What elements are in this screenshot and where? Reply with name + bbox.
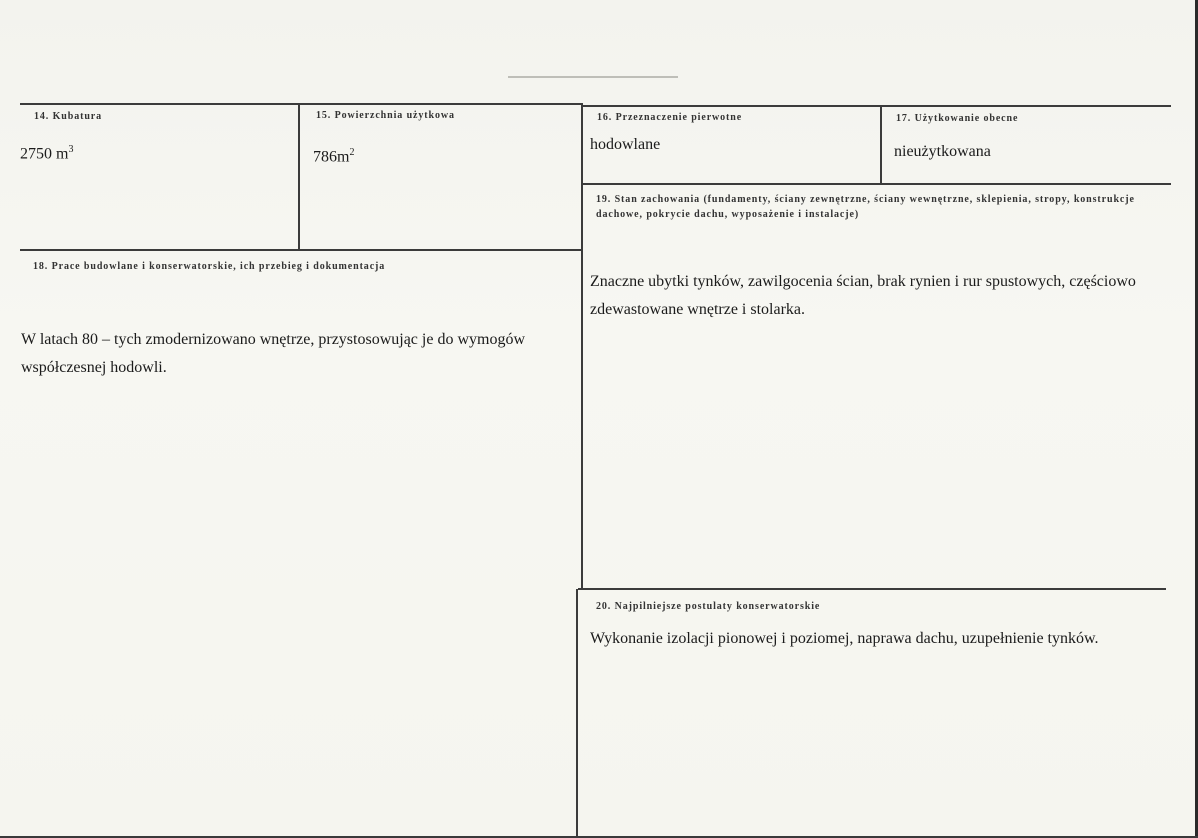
- field-18-label: 18. Prace budowlane i konserwatorskie, ich przebieg i dokumentacja: [33, 261, 386, 272]
- field-14-value: [20, 144, 73, 163]
- volume-value: 2750 m: [20, 145, 69, 163]
- field-14-label: 14. Kubatura: [34, 111, 103, 122]
- field-17-label: 17. Użytkowanie obecne: [896, 113, 1019, 124]
- volume-unit-exponent: 3: [68, 144, 74, 155]
- rule-under-16-17: [583, 183, 1171, 185]
- scan-artifact: [508, 76, 678, 78]
- area-unit-exponent: 2: [349, 147, 355, 158]
- top-rule-left: [20, 103, 583, 105]
- area-value: 786m: [313, 148, 350, 166]
- divider-16-17: [880, 105, 882, 183]
- field-16-label: 16. Przeznaczenie pierwotne: [597, 112, 743, 123]
- divider-center-lower: [576, 589, 578, 838]
- field-15-value: [313, 147, 354, 166]
- field-15-label: 15. Powierzchnia użytkowa: [316, 110, 455, 121]
- top-rule-right: [583, 105, 1171, 107]
- field-20-label: 20. Najpilniejsze postulaty konserwatorskie: [596, 601, 821, 612]
- field-16-value: hodowlane: [590, 136, 661, 153]
- field-17-value: nieużytkowana: [894, 143, 991, 160]
- field-19-value: Znaczne ubytki tynków, zawilgocenia ścian, brak rynien i rur spustowych, częściowo zdewastowane wnętrze i stolarka.: [590, 273, 1136, 318]
- divider-14-15: [298, 103, 300, 250]
- divider-center: [581, 103, 583, 589]
- field-19-label: 19. Stan zachowania (fundamenty, ściany zewnętrzne, ściany wewnętrzne, sklepienia, stropy, konstrukcje dachowe, pokrycie dachu, wyposażenie i instalacje): [596, 194, 1135, 220]
- rule-under-14-15: [20, 249, 583, 251]
- field-20-value: Wykonanie izolacji pionowej i poziomej, naprawa dachu, uzupełnienie tynków.: [590, 630, 1099, 647]
- rule-above-20: [578, 588, 1166, 590]
- field-18-value: W latach 80 – tych zmodernizowano wnętrze, przystosowując je do wymogów współczesnej hodowli.: [21, 331, 525, 376]
